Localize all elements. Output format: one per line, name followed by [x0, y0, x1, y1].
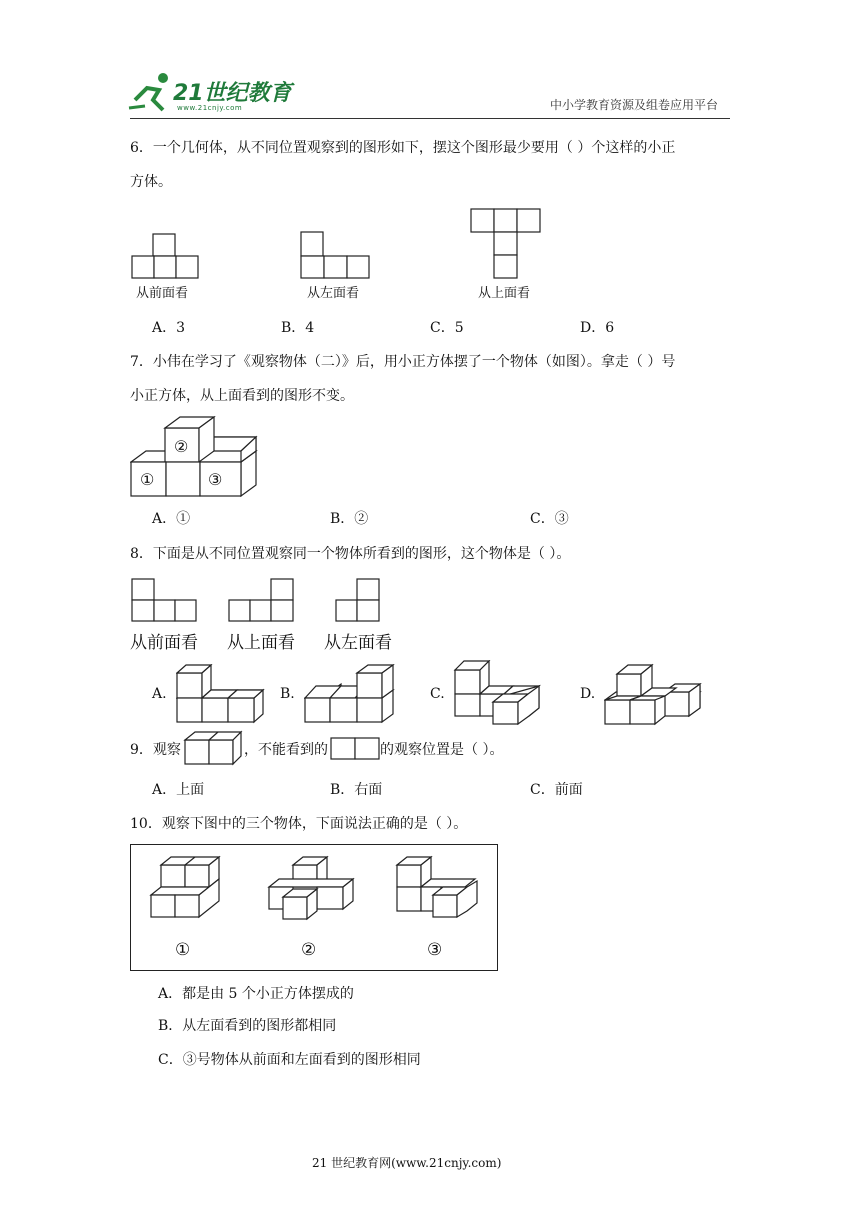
- q8-figure-a: [176, 664, 274, 724]
- q7-line1: 7．小伟在学习了《观察物体（二）》后，用小正方体摆了一个物体（如图）。拿走（ ）号: [130, 354, 676, 370]
- q6-option-d[interactable]: D．6: [580, 320, 615, 336]
- q6-option-b[interactable]: B．4: [281, 320, 315, 336]
- q8-option-c[interactable]: C.: [430, 686, 445, 702]
- q9-part3: 的观察位置是（ ）。: [380, 742, 504, 758]
- q10-label-2: ②: [301, 940, 317, 960]
- q10-option-a[interactable]: A．都是由 5 个小正方体摆成的: [158, 986, 354, 1002]
- q6-line2: 方体。: [130, 174, 172, 190]
- q8-option-a[interactable]: A.: [152, 686, 167, 702]
- logo-text: 21世纪教育: [173, 81, 292, 106]
- q10-object-3: [393, 855, 483, 921]
- q7-option-b[interactable]: B．②: [330, 511, 369, 527]
- q6-front-view: [131, 233, 201, 281]
- q6-line1: 6．一个几何体，从不同位置观察到的图形如下，摆这个图形最少要用（ ）个这样的小正: [130, 140, 676, 156]
- q8-figure-d: [604, 660, 702, 726]
- q7-cube-figure: [130, 415, 262, 499]
- q6-top-view: [470, 208, 542, 280]
- q6-caption-left: 从左面看: [307, 286, 360, 301]
- footer-text: 21 世纪教育网(www.21cnjy.com): [312, 1156, 502, 1170]
- q6-left-view: [300, 231, 372, 281]
- q9-view-figure: [330, 737, 380, 761]
- q6-caption-top: 从上面看: [478, 286, 531, 301]
- q8-caption-front: 从前面看: [130, 633, 198, 653]
- q7-line2: 小正方体，从上面看到的图形不变。: [130, 388, 354, 404]
- q10-option-b[interactable]: B．从左面看到的图形都相同: [158, 1018, 337, 1034]
- q9-option-c[interactable]: C．前面: [530, 782, 583, 798]
- q6-option-c[interactable]: C．5: [430, 320, 464, 336]
- q8-caption-top: 从上面看: [227, 633, 295, 653]
- q7-label-3: ③: [208, 470, 223, 489]
- q8-option-b[interactable]: B.: [280, 686, 295, 702]
- q9-option-a[interactable]: A．上面: [152, 782, 205, 798]
- q8-figure-b: [304, 664, 396, 724]
- q9-option-b[interactable]: B．右面: [330, 782, 383, 798]
- q10-label-1: ①: [175, 940, 191, 960]
- q8-line1: 8．下面是从不同位置观察同一个物体所看到的图形，这个物体是（ ）。: [130, 546, 571, 562]
- q10-option-c[interactable]: C．③号物体从前面和左面看到的图形相同: [158, 1052, 421, 1068]
- q6-option-a[interactable]: A．3: [152, 320, 186, 336]
- q7-label-1: ①: [140, 470, 155, 489]
- runner-logo-icon: [125, 70, 175, 114]
- logo: [125, 70, 295, 116]
- q8-caption-left: 从左面看: [324, 633, 392, 653]
- q8-top-view: [228, 578, 296, 624]
- q10-object-2: [267, 855, 357, 921]
- q10-figure-box: [130, 844, 498, 971]
- q8-figure-c: [453, 660, 543, 726]
- q6-caption-front: 从前面看: [136, 286, 189, 301]
- platform-name: 中小学教育资源及组卷应用平台: [550, 98, 719, 112]
- q7-option-c[interactable]: C．③: [530, 511, 569, 527]
- header-divider: [130, 118, 730, 119]
- q9-part2: ，不能看到的: [244, 742, 328, 758]
- q10-object-1: [149, 855, 221, 921]
- q10-label-3: ③: [427, 940, 443, 960]
- q10-line1: 10．观察下图中的三个物体，下面说法正确的是（ ）。: [130, 816, 468, 832]
- q8-left-view: [335, 578, 383, 624]
- q7-option-a[interactable]: A．①: [152, 511, 191, 527]
- q8-front-view: [131, 578, 199, 624]
- q8-option-d[interactable]: D.: [580, 686, 596, 702]
- q9-part1: 9．观察: [130, 742, 181, 758]
- q7-label-2: ②: [174, 437, 189, 456]
- logo-sub: www.21cnjy.com: [177, 104, 243, 112]
- q9-object-figure: [183, 730, 243, 768]
